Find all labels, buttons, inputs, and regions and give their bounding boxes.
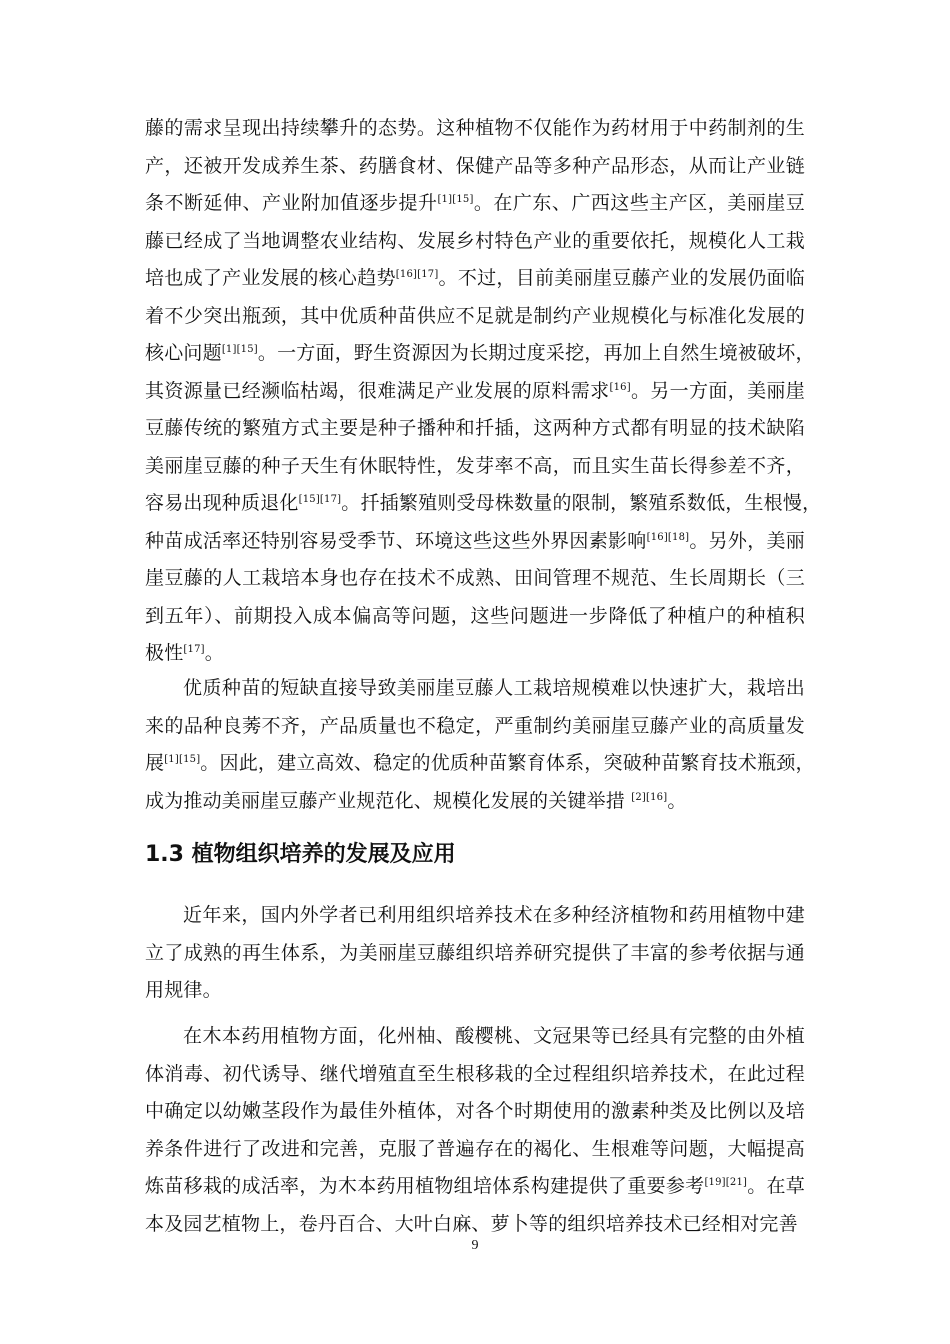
line-text: 中确定以幼嫩茎段作为最佳外植体，对各个时期使用的激素种类及比例以及培 xyxy=(145,1100,805,1122)
citation-marker: [16] xyxy=(609,381,631,393)
text-line xyxy=(145,978,805,1002)
line-text: 其资源量已经濒临枯竭，很难满足产业发展的原料需求 xyxy=(145,379,610,402)
text-line xyxy=(145,116,805,140)
line-text: 炼苗移栽的成活率，为木本药用植物组培体系构建提供了重要参考 xyxy=(145,1175,705,1197)
text-line xyxy=(145,529,805,553)
line-text-continued: 。扦插繁殖则受母株数量的限制，繁殖系数低，生根慢， xyxy=(341,492,822,514)
line-text: 培也成了产业发展的核心趋势 xyxy=(145,267,396,289)
text-line xyxy=(145,1174,805,1198)
line-text: 崖豆藤的人工栽培本身也存在技术不成熟、田间管理不规范、生长周期长（三 xyxy=(145,567,805,589)
line-text: 用规律。 xyxy=(145,979,222,1001)
text-line xyxy=(183,903,805,927)
line-text: 美丽崖豆藤的种子天生有休眠特性，发芽率不高，而且实生苗长得参差不齐， xyxy=(145,454,805,477)
line-text-continued: 。不过，目前美丽崖豆藤产业的发展仍面临 xyxy=(438,267,805,289)
line-text: 体消毒、初代诱导、继代增殖直至生根移栽的全过程组织培养技术，在此过程 xyxy=(145,1062,805,1085)
line-text: 极性 xyxy=(145,642,184,664)
line-text: 条不断延伸、产业附加值逐步提升 xyxy=(145,192,438,214)
text-line xyxy=(145,454,805,478)
citation-marker: [17] xyxy=(183,644,205,655)
line-text: 近年来，国内外学者已利用组织培养技术在多种经济植物和药用植物中建 xyxy=(183,904,805,926)
line-text: 藤已经成了当地调整农业结构、发展乡村特色产业的重要依托，规模化人工栽 xyxy=(145,229,805,252)
line-text: 成为推动美丽崖豆藤产业规范化、规模化发展的关键举措 xyxy=(145,789,632,812)
line-text: 容易出现种质退化 xyxy=(145,492,299,514)
line-text-continued: 。在广东、广西这些主产区，美丽崖豆 xyxy=(473,192,805,214)
section-heading: 1.3 植物组织培养的发展及应用 xyxy=(145,842,456,867)
line-text: 立了成熟的再生体系，为美丽崖豆藤组织培养研究提供了丰富的参考依据与通 xyxy=(145,941,805,964)
citation-marker: [19][21] xyxy=(704,1177,748,1188)
line-text-continued: 。另一方面，美丽崖 xyxy=(630,379,805,402)
text-line xyxy=(145,491,822,515)
text-line xyxy=(145,266,805,290)
line-text: 到五年）、前期投入成本偏高等问题，这些问题进一步降低了种植户的种植积 xyxy=(145,604,805,627)
line-text: 优质种苗的短缺直接导致美丽崖豆藤人工栽培规模难以快速扩大，栽培出 xyxy=(183,677,805,699)
text-line xyxy=(145,1212,805,1236)
line-text: 豆藤传统的繁殖方式主要是种子播种和扦插，这两种方式都有明显的技术缺陷 xyxy=(145,417,805,439)
citation-marker: [1][15] xyxy=(221,344,258,355)
text-line xyxy=(145,154,805,178)
text-line xyxy=(145,566,805,590)
line-text: 核心问题 xyxy=(145,342,222,364)
line-text: 展 xyxy=(145,752,165,774)
line-text: 本及园艺植物上，卷丹百合、大叶白麻、萝卜等的组织培养技术已经相对完善 xyxy=(145,1212,798,1235)
text-line xyxy=(145,604,805,628)
text-line xyxy=(145,191,805,215)
text-line xyxy=(145,341,815,365)
text-line xyxy=(145,789,805,813)
page-number: 9 xyxy=(471,1238,479,1253)
line-text: 养条件进行了改进和完善，克服了普遍存在的褐化、生根难等问题，大幅提高 xyxy=(145,1137,805,1160)
line-text-continued: 。因此，建立高效、稳定的优质种苗繁育体系，突破种苗繁育技术瓶颈， xyxy=(200,752,815,774)
line-text-continued: 。 xyxy=(204,642,224,664)
line-text: 来的品种良莠不齐，产品质量也不稳定，严重制约美丽崖豆藤产业的高质量发 xyxy=(145,714,805,737)
text-line xyxy=(145,941,805,965)
text-line xyxy=(145,751,815,775)
text-line xyxy=(145,1062,805,1086)
line-text-continued: 。一方面，野生资源因为长期过度采挖，再加上自然生境被破坏， xyxy=(257,342,815,364)
line-text-continued: 。在草 xyxy=(747,1175,805,1197)
text-line xyxy=(183,1024,805,1048)
citation-marker: [1][15] xyxy=(164,754,201,765)
citation-marker: [2][16] xyxy=(631,791,668,803)
line-text: 藤的需求呈现出持续攀升的态势。这种植物不仅能作为药材用于中药制剂的生 xyxy=(145,117,805,139)
text-line xyxy=(145,304,805,328)
text-line xyxy=(145,641,805,665)
citation-marker: [15][17] xyxy=(298,494,342,505)
citation-marker: [1][15] xyxy=(437,194,474,205)
line-text-continued: 。 xyxy=(667,789,687,812)
text-line xyxy=(145,416,805,440)
line-text: 在木本药用植物方面，化州柚、酸樱桃、文冠果等已经具有完整的由外植 xyxy=(183,1025,805,1047)
text-line xyxy=(183,676,805,700)
line-text-continued: 。另外，美丽 xyxy=(689,529,806,552)
text-line xyxy=(145,714,805,738)
line-text: 种苗成活率还特别容易受季节、环境这些这些外界因素影响 xyxy=(145,529,647,552)
text-line xyxy=(145,1099,805,1123)
line-text: 着不少突出瓶颈，其中优质种苗供应不足就是制约产业规模化与标准化发展的 xyxy=(145,304,805,327)
line-text: 产，还被开发成养生茶、药膳食材、保健产品等多种产品形态，从而让产业链 xyxy=(145,154,805,177)
citation-marker: [16][18] xyxy=(646,531,690,543)
text-line xyxy=(145,379,805,403)
text-line xyxy=(145,1137,805,1161)
citation-marker: [16][17] xyxy=(395,269,439,280)
text-line xyxy=(145,229,805,253)
